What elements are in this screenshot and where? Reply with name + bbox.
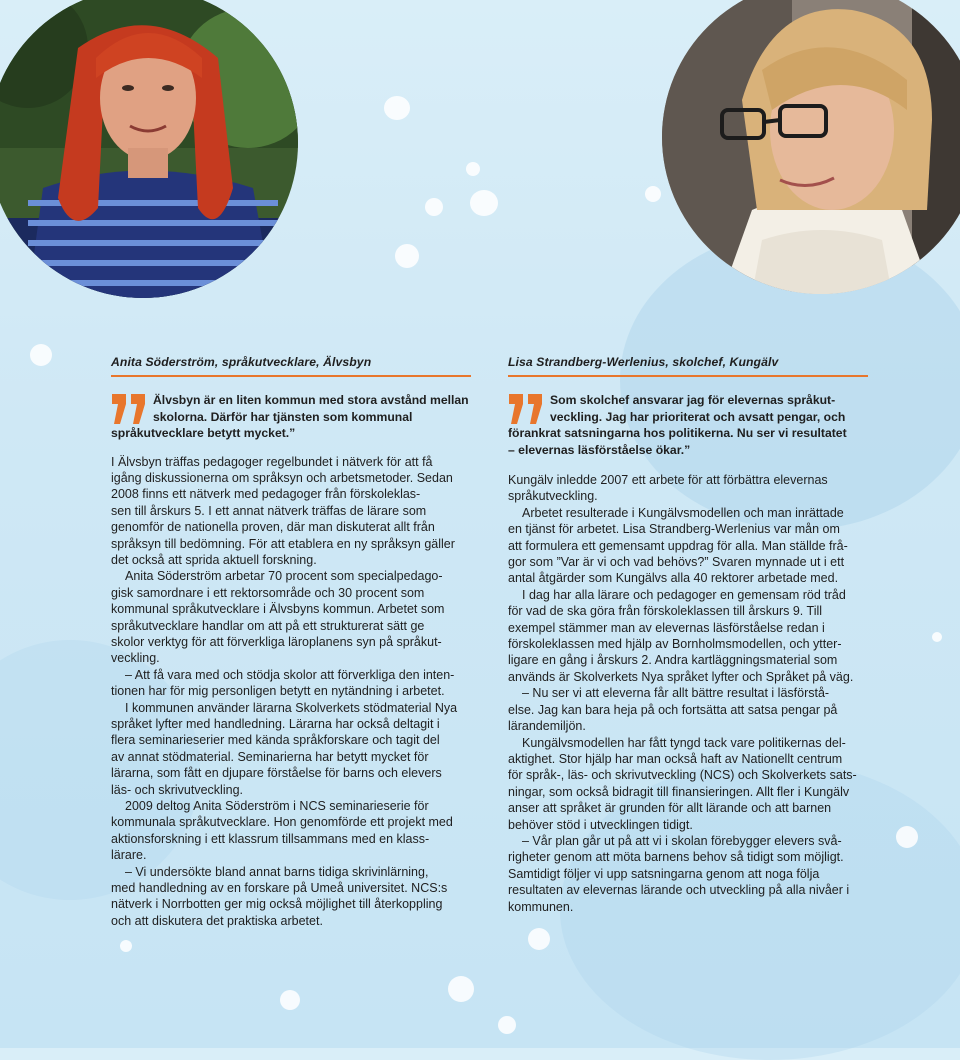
decorative-dot: [120, 940, 132, 952]
body-line: – Nu ser vi att eleverna får allt bättre resultat i läsförstå-: [522, 686, 830, 701]
body-line: veckling.: [111, 651, 160, 666]
body-line: I kommunen använder lärarna Skolverkets stödmaterial Nya: [125, 700, 458, 715]
decorative-dot: [470, 190, 498, 216]
body-line: Anita Söderström arbetar 70 procent som specialpedago-: [125, 569, 443, 584]
byline: Lisa Strandberg-Werlenius, skolchef, Kungälv: [508, 355, 868, 377]
decorative-dot: [932, 632, 942, 642]
body-line: Kungälvsmodellen har fått tyngd tack vare politikernas del-: [522, 735, 846, 750]
body-line: anser att språket är grunden för allt lärande och att barnen: [508, 801, 832, 816]
body-line: – Vår plan går ut på att vi i skolan förebygger elevers svå-: [522, 833, 842, 848]
quote-line: – elevernas läsförståelse ökar.”: [508, 442, 691, 457]
pull-quote: [508, 392, 868, 458]
body-line: gor som ”Var är vi och vad behövs?” Svaren mynnade ut i ett: [508, 555, 845, 570]
body-line: behöver stöd i utvecklingen tidigt.: [508, 817, 693, 832]
decorative-dot: [384, 96, 410, 120]
body-line: genomför de nationella proven, där man diskuterat allt från: [111, 520, 435, 535]
body-line: else. Jag kan bara heja på och fortsätta att satsa pengar på: [508, 702, 838, 717]
body-line: för språk-, läs- och skrivutveckling (NCS) och Skolverkets sats-: [508, 768, 857, 783]
quote-line: skolorna. Därför har tjänsten som kommunal: [153, 409, 413, 424]
portrait-anita-soderstrom: [0, 0, 298, 298]
body-line: en tjänst för arbetet. Lisa Strandberg-Werlenius var mån om: [508, 522, 840, 537]
body-line: flera seminarieserier med kända språkforskare och tagit del: [111, 733, 440, 748]
body-line: ningar, som också bidragit till finansieringen. Allt fler i Kungälv: [508, 784, 850, 799]
quote-line: veckling. Jag har prioriterat och avsatt pengar, och: [550, 409, 846, 424]
body-line: Samtidigt följer vi upp satsningarna genom att noga följa: [508, 866, 820, 881]
body-line: nätverk i Norrbotten ger mig också möjlighet till återkoppling: [111, 897, 443, 912]
body-line: med handledning av en forskare på Umeå universitet. NCS:s: [111, 881, 448, 896]
body-line: kommunal språkutvecklare i Älvsbyns kommun. Arbetet som: [111, 602, 445, 617]
body-line: ligare en gång i årskurs 2. Andra kartläggningsmaterial som: [508, 653, 838, 668]
body-line: lärandemiljön.: [508, 719, 586, 734]
body-line: språkutvecklare handlar om att på ett strukturerat sätt ge: [111, 618, 425, 633]
quote-mark-icon: [508, 394, 544, 429]
body-line: aktionsforskning i ett klassrum tillsammans med en klass-: [111, 831, 430, 846]
decorative-dot: [448, 976, 474, 1002]
body-line: förskoleklassen med hjälp av Bornholmsmodellen, och ytter-: [508, 637, 842, 652]
decorative-dot: [645, 186, 661, 202]
body-line: aktighet. Stor hjälp har man också haft av Nationellt centrum: [508, 751, 843, 766]
body-line: – Vi undersökte bland annat barns tidiga skrivinlärning,: [125, 864, 429, 879]
quote-line: Älvsbyn är en liten kommun med stora avstånd mellan: [153, 393, 469, 407]
body-line: 2009 deltog Anita Söderström i NCS seminarieserie för: [125, 799, 429, 814]
body-line: skolor verktyg för att förverkliga läroplanens syn på språkut-: [111, 634, 442, 649]
body-line: tionen har för mig personligen betytt en nytändning i arbetet.: [111, 684, 445, 699]
decorative-dot: [896, 826, 918, 848]
byline: Anita Söderström, språkutvecklare, Älvsbyn: [111, 355, 471, 377]
body-line: och att diskutera det praktiska arbetet.: [111, 913, 323, 928]
body-line: sen till årskurs 5. I ett annat nätverk träffas de lärare som: [111, 503, 427, 518]
body-line: 2008 finns ett nätverk med pedagoger från förskoleklas-: [111, 487, 421, 502]
body-line: antal åtgärder som Kungälvs alla 40 rektorer arbetade med.: [508, 571, 839, 586]
article-column-right: [508, 355, 868, 915]
quote-line: språkutvecklare betytt mycket.”: [111, 426, 296, 440]
body-line: språksyn till bedömning. För att etablera en ny språksyn gäller: [111, 536, 455, 551]
decorative-dot: [30, 344, 52, 366]
body-line: språket lyfter med handledning. Lärarna har också deltagit i: [111, 717, 440, 731]
decorative-dot: [395, 244, 419, 268]
body-line: I dag har alla lärare och pedagoger en gemensam röd tråd: [522, 587, 846, 602]
body-line: lärarna, som fått en djupare förståelse för barns och elevers: [111, 766, 442, 781]
body-line: exempel stämmer man av elevernas läsförståelse redan i: [508, 620, 825, 635]
quote-line: Som skolchef ansvarar jag för elevernas språkut-: [550, 393, 836, 407]
article-body: [111, 454, 471, 930]
body-line: righeter genom att möta barnens behov så tidigt som möjligt.: [508, 850, 844, 865]
body-line: för vad de ska göra från förskoleklassen till årskurs 9. Till: [508, 604, 823, 619]
body-line: I Älvsbyn träffas pedagoger regelbundet i nätverk för att få: [111, 454, 433, 469]
body-line: lärare.: [111, 848, 147, 863]
portrait-lisa-strandberg-werlenius: [662, 0, 960, 294]
body-line: läs- och skrivutveckling.: [111, 782, 243, 797]
decorative-dot: [280, 990, 300, 1010]
body-line: det också att sprida aktuell forskning.: [111, 552, 317, 567]
body-line: Arbetet resulterade i Kungälvsmodellen och man inrättade: [522, 505, 844, 520]
decorative-dot: [425, 198, 443, 216]
body-line: att formulera ett gemensamt uppdrag för alla. Man ställde frå-: [508, 538, 848, 553]
body-line: språkutveckling.: [508, 489, 598, 504]
decorative-dot: [466, 162, 480, 176]
quote-mark-icon: [111, 394, 147, 429]
body-line: kommunala språkutvecklare. Hon genomförde ett projekt med: [111, 815, 453, 830]
body-line: används är Skolverkets Nya språket lyfter och Språket på väg.: [508, 669, 854, 684]
article-column-left: [111, 355, 471, 929]
decorative-dot: [528, 928, 550, 950]
body-line: – Att få vara med och stödja skolor att förverkliga den inten-: [125, 667, 455, 682]
body-line: gisk samordnare i ett rektorsområde och 30 procent som: [111, 585, 425, 600]
quote-line: förankrat satsningarna hos politikerna. Nu ser vi resultatet: [508, 426, 847, 440]
decorative-dot: [498, 1016, 516, 1034]
body-line: av annat stödmaterial. Seminarierna har betytt mycket för: [111, 749, 429, 764]
body-line: kommunen.: [508, 899, 574, 914]
pull-quote: [111, 392, 471, 442]
article-body: [508, 472, 868, 915]
body-line: resultaten av elevernas lärande och utveckling på alla nivåer i: [508, 883, 850, 898]
body-line: Kungälv inledde 2007 ett arbete för att förbättra elevernas: [508, 473, 828, 487]
body-line: igång diskussionerna om språksyn och arbetsmetoder. Sedan: [111, 470, 453, 485]
